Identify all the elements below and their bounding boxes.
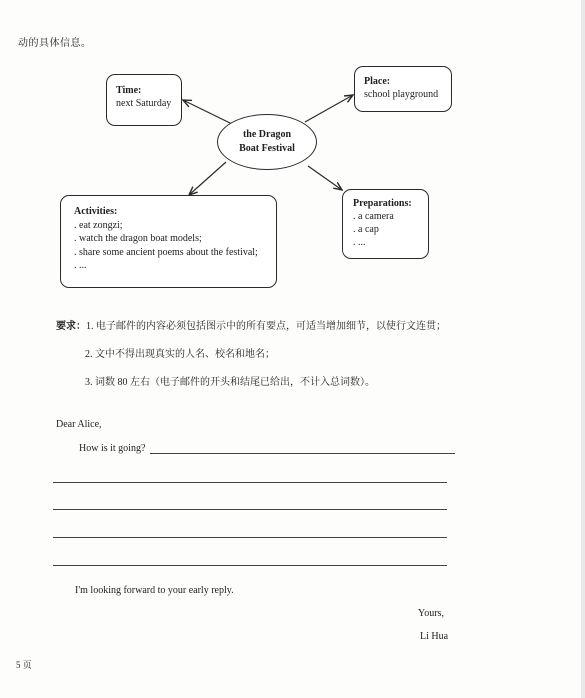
- arrow-to-place: [305, 95, 353, 122]
- writing-line[interactable]: [53, 565, 447, 566]
- time-value: next Saturday: [116, 98, 172, 109]
- activities-box: [60, 195, 277, 288]
- opening-line: How is it going?: [79, 443, 146, 454]
- requirement-1: [56, 317, 446, 332]
- preparations-item: . a cap: [353, 224, 379, 235]
- arrow-to-preparations: [308, 166, 342, 190]
- preparations-box: [342, 189, 429, 259]
- time-heading: Time:: [116, 85, 142, 96]
- activities-item: . share some ancient poems about the festival;: [74, 246, 258, 258]
- salutation: Dear Alice,: [56, 419, 102, 430]
- writing-line[interactable]: [53, 537, 447, 538]
- activities-item: . eat zongzi;: [74, 219, 123, 231]
- center-topic: [217, 114, 317, 170]
- requirement-text: 1. 电子邮件的内容必须包括图示中的所有要点，可适当增加细节，以使行文连贯；: [86, 321, 446, 332]
- closing-line: I'm looking forward to your early reply.: [75, 585, 234, 596]
- intro-text: 动的具体信息。: [18, 38, 92, 49]
- time-box: [106, 74, 182, 126]
- arrow-to-activities: [189, 162, 226, 195]
- writing-line[interactable]: [53, 482, 447, 483]
- requirement-2: 2. 文中不得出现真实的人名、校名和地名；: [85, 349, 275, 360]
- center-topic-line1: the Dragon: [242, 129, 292, 140]
- writing-line[interactable]: [53, 509, 447, 510]
- requirements-label: 要求：: [56, 321, 86, 332]
- activities-item: . ...: [74, 260, 87, 271]
- place-box: [354, 66, 452, 112]
- signoff: Yours,: [418, 608, 444, 619]
- signature: Li Hua: [420, 631, 449, 642]
- writing-line[interactable]: [150, 453, 455, 454]
- activities-heading: Activities:: [74, 206, 118, 217]
- place-heading: Place:: [364, 76, 391, 87]
- page-number: 5 页: [16, 660, 32, 670]
- arrow-to-time: [183, 100, 232, 124]
- preparations-item: . a camera: [353, 211, 394, 222]
- place-value: school playground: [364, 89, 439, 100]
- center-topic-line2: Boat Festival: [239, 143, 295, 154]
- preparations-heading: Preparations:: [353, 198, 412, 209]
- activities-item: . watch the dragon boat models;: [74, 233, 202, 244]
- preparations-item: . ...: [353, 237, 366, 248]
- requirement-3: 3. 词数 80 左右（电子邮件的开头和结尾已给出，不计入总词数）。: [85, 377, 375, 388]
